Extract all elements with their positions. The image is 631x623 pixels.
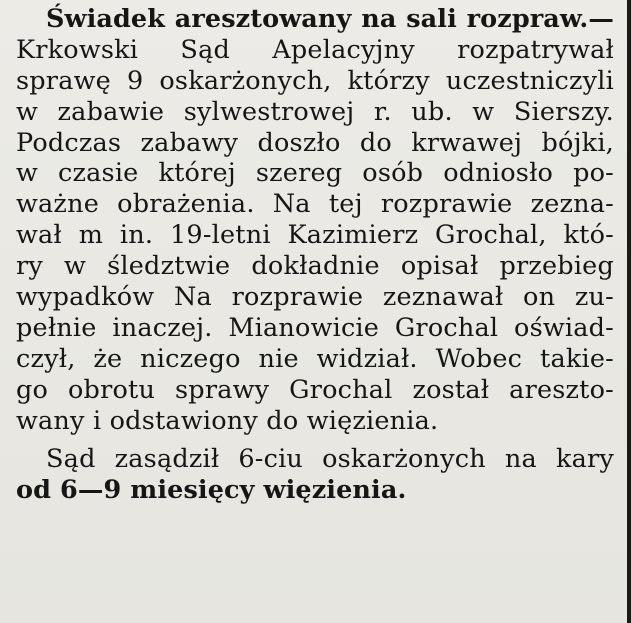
article-line: wał m in. 19-letni Kazimierz Grochal, któ- [16, 220, 614, 251]
article-line: Podczas zabawy doszło do krwawej bójki, [16, 127, 614, 158]
article-line: czył, że niczego nie widział. Wobec takie- [16, 343, 614, 374]
verdict-line: Sąd zasądził 6-ciu oskarżonych na kary [46, 444, 614, 475]
article-line: wany i odstawiony do więzienia. [16, 405, 439, 436]
article-line: ważne obrażenia. Na tej rozprawie zezna- [16, 189, 614, 220]
article-first-line [16, 4, 614, 35]
article-line: sprawę 9 oskarżonych, którzy uczestniczyli [16, 65, 614, 96]
article-line: wypadków Na rozprawie zeznawał on zu- [16, 282, 614, 313]
article-line: w zabawie sylwestrowej r. ub. w Sierszy. [16, 96, 614, 127]
article-line: go obrotu sprawy Grochal został areszto- [16, 374, 614, 405]
scan-edge [627, 0, 631, 623]
verdict-line: od 6—9 miesięcy więzienia. [16, 475, 407, 506]
article-text [16, 4, 614, 506]
article-line: ry w śledztwie dokładnie opisał przebieg [16, 251, 614, 282]
article-line: pełnie inaczej. Mianowicie Grochal oświad- [16, 312, 614, 343]
article-headline: Świadek aresztowany na sali rozpraw.— [46, 4, 614, 34]
article-line: Krkowski Sąd Apelacyjny rozpatrywał [16, 34, 614, 65]
article-line: w czasie której szereg osób odniosło po- [16, 158, 614, 189]
paragraph-gap [16, 436, 614, 444]
